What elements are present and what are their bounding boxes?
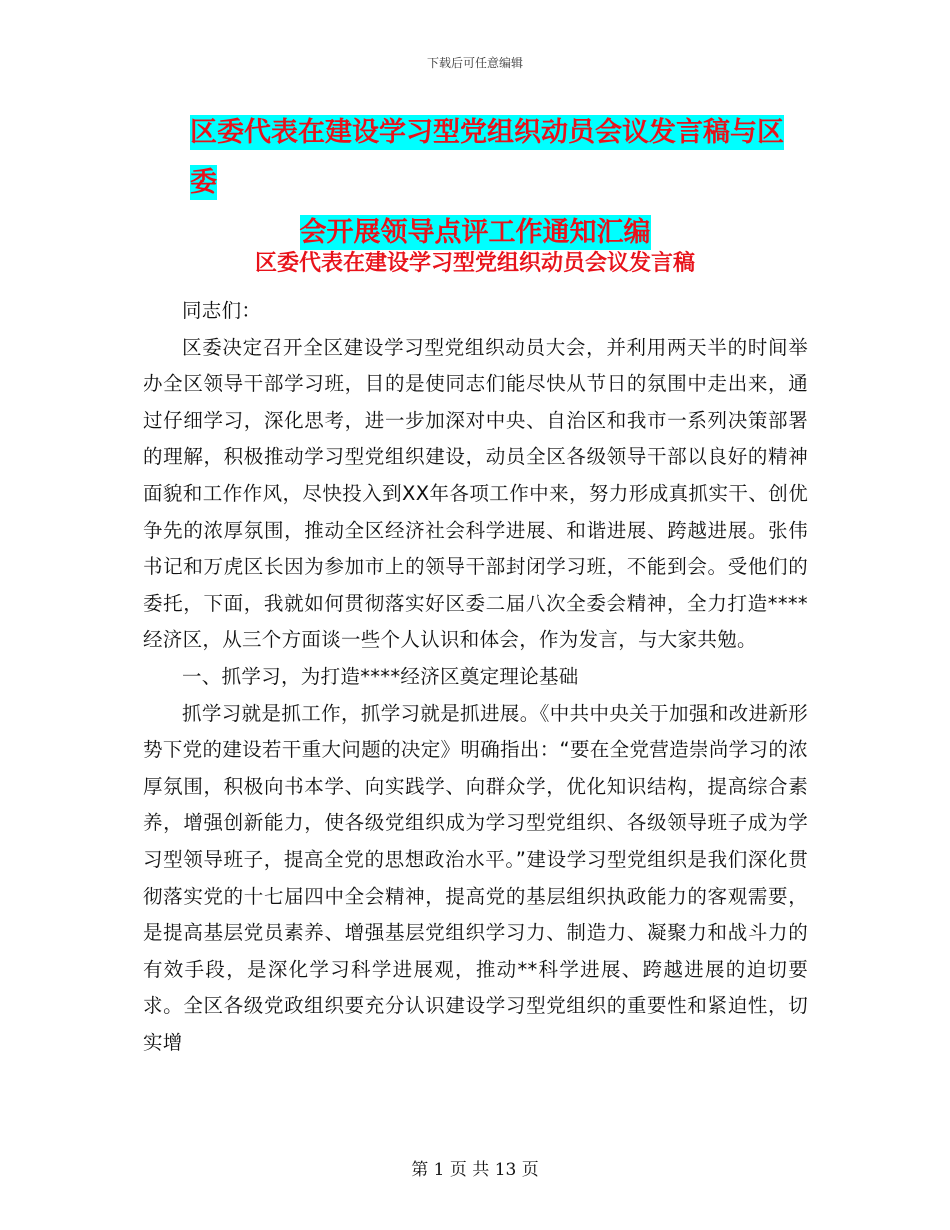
paragraph: 抓学习就是抓工作，抓学习就是抓进展。《中共中央关于加强和改进新形势下党的建设若干重大问题的决定》明确指出：“要在全党营造崇尚学习的浓厚氛围，积极向书本学、向实践学、向群众学，优化知识结构，提高综合素养，增强创新能力，使各级党组织成为学习型党组织、各级领导班子成为学习型领导班子，提高全党的思想政治水平。”建设学习型党组织是我们深化贯彻落实党的十七届四中全会精神，提高党的基层组织执政能力的客观需要，是提高基层党员素养、增强基层党组织学习力、制造力、凝聚力和战斗力的有效手段，是深化学习科学进展观，推动**科学进展、跨越进展的迫切要求。全区各级党政组织要充分认识建设学习型党组织的重要性和紧迫性，切实增 xyxy=(143,701,808,1054)
title-line-2: 会开展领导点评工作通知汇编 xyxy=(299,217,651,248)
paragraph: 区委决定召开全区建设学习型党组织动员大会，并利用两天半的时间举办全区领导干部学习班，目的是使同志们能尽快从节日的氛围中走出来，通过仔细学习，深化思考，进一步加深对中央、自治区和我市一系列决策部署的理解，积极推动学习型党组织建设，动员全区各级领导干部以良好的精神面貌和工作作风，尽快投入到XX年各项工作中来，努力形成真抓实干、创优争先的浓厚氛围，推动全区经济社会科学进展、和谐进展、跨越进展。张伟书记和万虎区长因为参加市上的领导干部封闭学习班，不能到会。受他们的委托，下面，我就如何贯彻落实好区委二届八次全委会精神，全力打造****经济区，从三个方面谈一些个人认识和体会，作为发言，与大家共勉。 xyxy=(143,335,808,652)
page-footer: 第 1 页 共 13 页 xyxy=(411,1160,539,1180)
body-text xyxy=(143,293,808,1061)
paragraph-heading: 一、抓学习，为打造****经济区奠定理论基础 xyxy=(182,664,579,688)
title-line-1: 区委代表在建设学习型党组织动员会议发言稿与区委 xyxy=(190,117,784,198)
paragraph-salutation: 同志们： xyxy=(182,299,262,322)
section-title: 区委代表在建设学习型党组织动员会议发言稿 xyxy=(254,251,695,276)
document-title xyxy=(145,108,805,258)
page-header: 下载后可任意编辑 xyxy=(426,56,523,70)
